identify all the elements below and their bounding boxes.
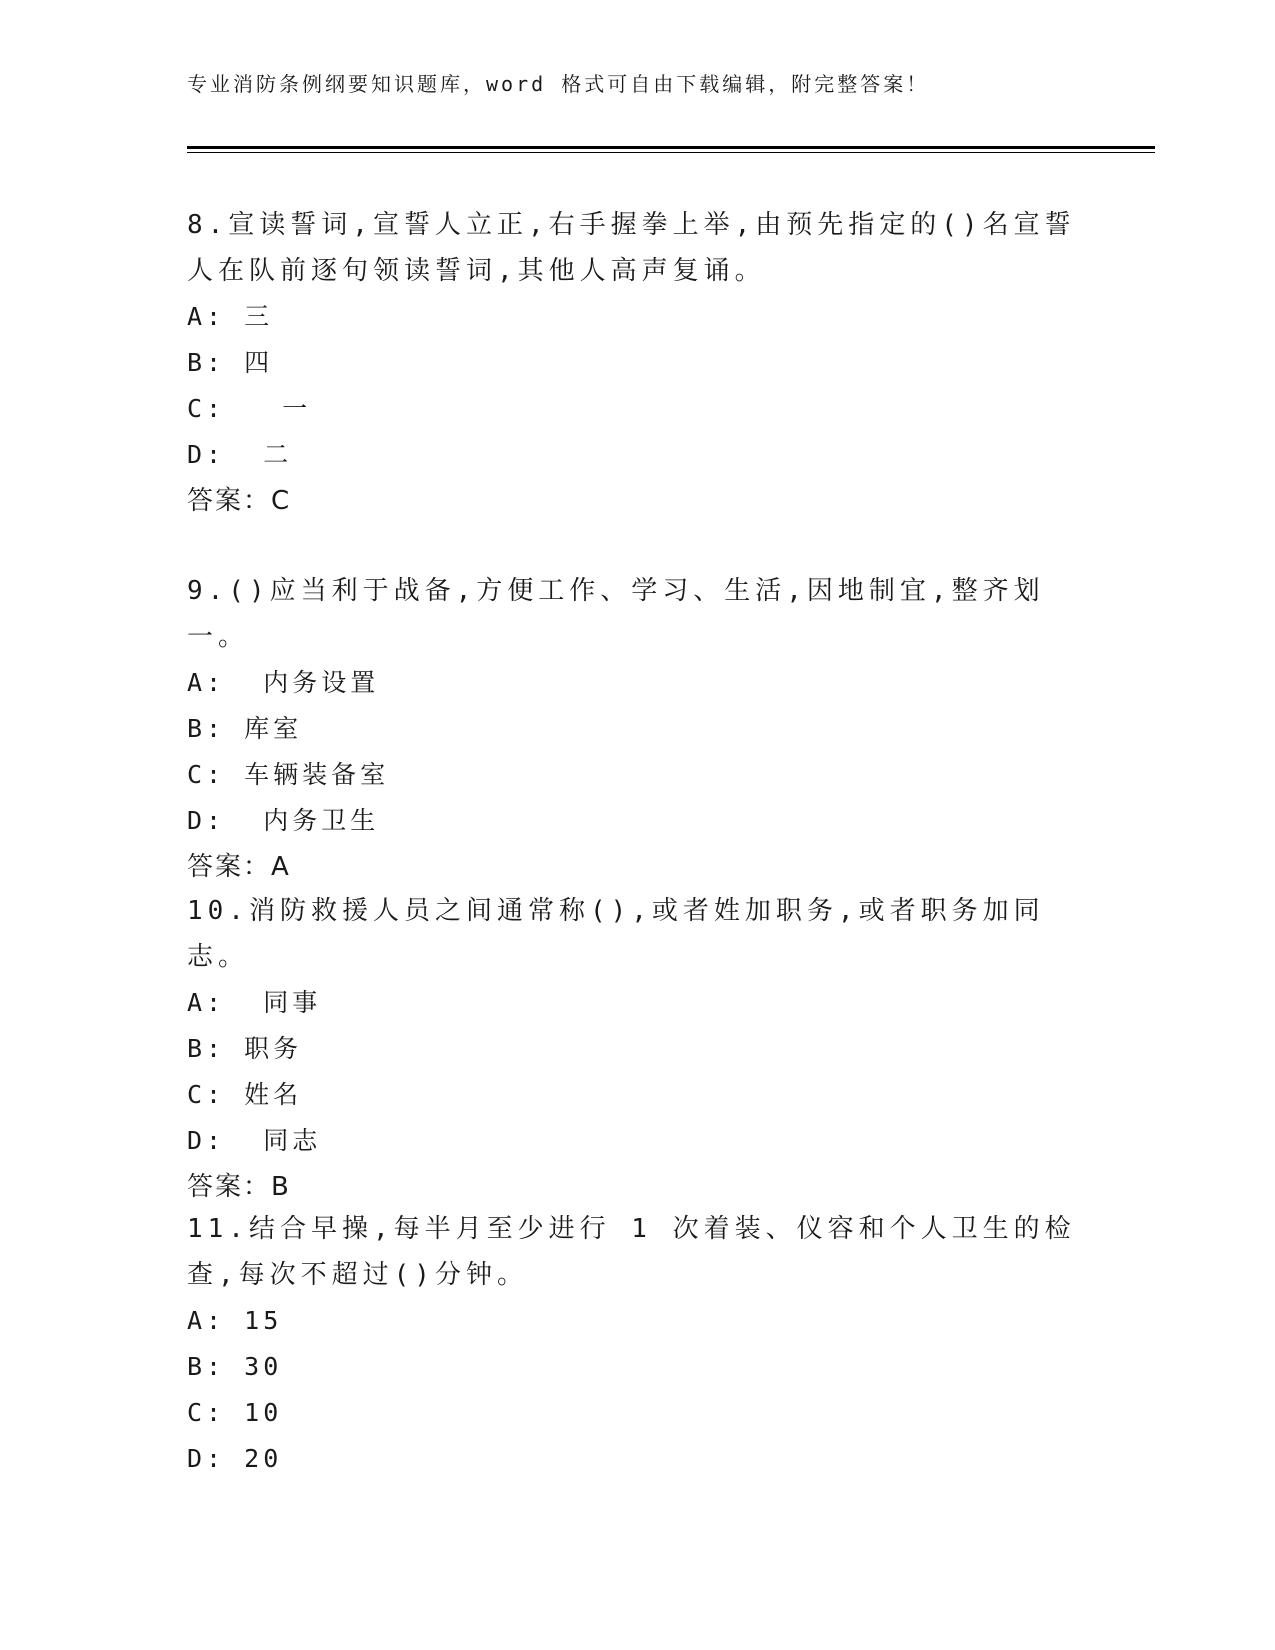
option-d bbox=[187, 1118, 1097, 1164]
option-text: 姓名 bbox=[225, 1080, 303, 1109]
option-text: 内务设置 bbox=[225, 668, 380, 697]
option-text: 内务卫生 bbox=[225, 806, 380, 835]
option-letter: A: bbox=[187, 988, 226, 1017]
option-text: 三 bbox=[225, 302, 274, 331]
document-header: 专业消防条例纲要知识题库，word 格式可自由下载编辑，附完整答案！ bbox=[187, 72, 930, 96]
option-c bbox=[187, 752, 1097, 798]
option-letter: B: bbox=[187, 348, 226, 377]
option-letter: C: bbox=[187, 1398, 226, 1427]
option-b bbox=[187, 1026, 1097, 1072]
option-letter: C: bbox=[187, 760, 226, 789]
header-rule-thick bbox=[187, 146, 1155, 149]
option-a bbox=[187, 294, 1097, 340]
option-text: 同事 bbox=[225, 988, 322, 1017]
question-text: 9.()应当利于战备,方便工作、学习、生活,因地制宜,整齐划一。 bbox=[187, 576, 1045, 652]
option-d bbox=[187, 1436, 1097, 1482]
option-text: 二 bbox=[225, 440, 293, 469]
option-c bbox=[187, 1072, 1097, 1118]
answer-line: 答案：A bbox=[187, 852, 291, 882]
option-a bbox=[187, 1298, 1097, 1344]
option-text: 10 bbox=[225, 1398, 283, 1427]
option-a bbox=[187, 660, 1097, 706]
option-b bbox=[187, 706, 1097, 752]
answer-line: 答案：C bbox=[187, 486, 292, 516]
option-text: 四 bbox=[225, 348, 274, 377]
question-11 bbox=[187, 1206, 1097, 1482]
option-text: 30 bbox=[225, 1352, 283, 1381]
question-10 bbox=[187, 888, 1097, 1210]
question-9 bbox=[187, 568, 1097, 890]
option-text: 20 bbox=[225, 1444, 283, 1473]
option-c bbox=[187, 386, 1097, 432]
option-text: 同志 bbox=[225, 1126, 322, 1155]
question-text: 11.结合早操,每半月至少进行 1 次着装、仪容和个人卫生的检查,每次不超过()分钟。 bbox=[187, 1214, 1076, 1290]
option-text: 库室 bbox=[225, 714, 303, 743]
option-letter: B: bbox=[187, 714, 226, 743]
option-text: 15 bbox=[225, 1306, 283, 1335]
option-letter: D: bbox=[187, 806, 226, 835]
answer-line: 答案：B bbox=[187, 1172, 291, 1202]
option-text: 车辆装备室 bbox=[225, 760, 390, 789]
question-text: 8.宣读誓词,宣誓人立正,右手握拳上举,由预先指定的()名宣誓人在队前逐句领读誓词,其他人高声复诵。 bbox=[187, 210, 1076, 286]
option-letter: D: bbox=[187, 440, 226, 469]
header-rule-thin bbox=[187, 152, 1155, 153]
option-letter: A: bbox=[187, 302, 226, 331]
option-b bbox=[187, 1344, 1097, 1390]
option-a bbox=[187, 980, 1097, 1026]
option-letter: C: bbox=[187, 394, 226, 423]
option-letter: A: bbox=[187, 668, 226, 697]
option-letter: B: bbox=[187, 1352, 226, 1381]
option-c bbox=[187, 1390, 1097, 1436]
option-b bbox=[187, 340, 1097, 386]
option-letter: D: bbox=[187, 1126, 226, 1155]
question-8 bbox=[187, 202, 1097, 524]
option-text: 职务 bbox=[225, 1034, 303, 1063]
option-letter: B: bbox=[187, 1034, 226, 1063]
option-text: 一 bbox=[225, 394, 312, 423]
option-letter: C: bbox=[187, 1080, 226, 1109]
question-text: 10.消防救援人员之间通常称(),或者姓加职务,或者职务加同志。 bbox=[187, 896, 1045, 972]
option-letter: D: bbox=[187, 1444, 226, 1473]
option-letter: A: bbox=[187, 1306, 226, 1335]
option-d bbox=[187, 432, 1097, 478]
option-d bbox=[187, 798, 1097, 844]
